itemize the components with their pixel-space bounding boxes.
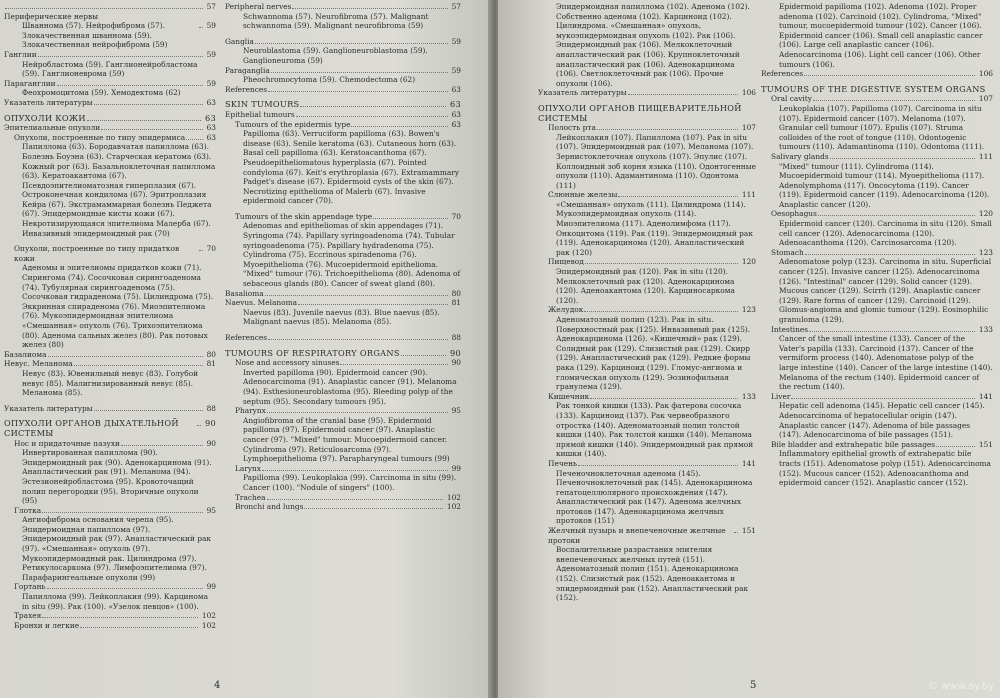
toc-entry-text: Naevus. Melanoma [225,298,298,308]
toc-page-number: 70 [206,244,216,254]
toc-entry [538,305,756,315]
right-page-number: 5 [750,680,757,691]
toc-entry [225,66,461,76]
toc-entry-text: Tumours of the skin appendage type [235,211,373,221]
toc-entry [4,404,216,414]
toc-entry-text: Inverted papilloma (90). Epidermoid cancer (90). Adenocarcinoma (91). Anaplastic cancer (91). Melanoma (94). Esthesioneuroblastoma (95). Bleeding polyp of the septum (95). Secondary tumours (95). [243,367,457,406]
toc-section-heading [225,100,461,110]
toc-page-number: 63 [451,119,461,129]
toc-entry-text: Слюнные железы [548,190,618,200]
dot-leader [268,339,448,340]
toc-entry-text: Базалиома [4,349,47,359]
toc-entry-detail [225,221,461,288]
toc-entry-detail [761,162,993,210]
toc-entry-text: "Mixed" tumour (111). Cylindroma (114). Mucoepidermoid tumour (114). Myoepithelioma (117). Adenolymphoma (117). Oncocytoma (119). Cancer (119). Epidermoid cancer (119). Adenocarcinoma (120). Anaplastic cancer (120). [779,161,990,209]
dot-leader [300,106,446,107]
toc-entry-text: Феохромоцитома (59). Хемодектома (62) [22,88,181,98]
toc-entry-text: Инвертированная папиллома (90). Эпидермоидный рак (90). Аденокарцинома (91). Анапластический рак (91). Меланома (94). Эстезионейробластома (95). Кровоточащий полип перегородки (95). Вторичные опухоли (95) [22,448,212,506]
toc-entry [4,244,216,263]
toc-entry-text: References [225,333,268,342]
toc-entry [4,621,216,631]
toc-entry [538,88,756,98]
toc-entry-text: «Смешанная» опухоль (111). Цилиндрома (114). Мукоэпидермоидная опухоль (114). Миоэпителиома (117). Аденолимфома (117). Онкоцитома (119). Рак (119). Эпидермоидный рак (119). Аденокарцинома (120). Анапластический рак (120) [556,199,753,257]
toc-page-number: 107 [741,123,756,133]
dot-leader [818,215,975,216]
toc-entry-detail [761,449,993,487]
toc-entry-text: Глотка [14,505,42,515]
toc-entry-detail [4,369,216,398]
toc-entry-detail [538,2,756,88]
dot-leader [57,85,203,86]
toc-entry-detail [225,129,461,206]
toc-entry-text: TUMOURS OF THE DIGESTIVE SYSTEM ORGANS [761,83,986,94]
toc-entry-detail [225,416,461,464]
toc-column-english-left [225,2,461,512]
toc-entry-text: Stomach [771,247,804,257]
toc-page-number: 59 [451,65,461,75]
toc-entry [225,85,461,95]
dot-leader [401,355,446,356]
dot-leader [373,218,447,219]
toc-page-number: 95 [206,505,216,515]
toc-entry-text: Papilloma (63). Verruciform papilloma (63). Bowen's disease (63). Senile keratoma (63). Cutaneous horn (63). Basal cell papilloma (63). Keratoacanthoma (67). Pseudoepitheliomatous hyperplasia (67). Pointed condyloma (67). Keit's erythroplasia (67). Extramammary Padget's disease (67). Epidermoid cysts of the skin (67). Necrotizing epithelioma of Malerb (67). Invasive epidermoid cancer (70). [243,129,459,206]
dot-leader [265,295,448,296]
toc-entry-text: Трахея [14,611,42,621]
dot-leader [197,425,201,426]
toc-entry [225,406,461,416]
toc-entry-detail [761,219,993,248]
toc-entry [225,37,461,47]
dot-leader [597,129,738,130]
toc-page-number: 133 [978,324,993,334]
toc-page-number: 133 [741,391,756,401]
toc-entry [538,123,756,133]
toc-entry-text: Epidermoid papilloma (102). Adenoma (102). Proper adenoma (102). Carcinoid (102). Cylindroma, "Mixed" tumour, mucoepidermoid tumour (102). Cancer (106). Epidermoid cancer (106). Small cell anaplastic cancer (106). Large cell anaplastic cancer (106). Adenocarcinoma (106). Light cell cancer (106). Other tumours (106). [779,2,983,69]
toc-entry-detail [4,142,216,238]
toc-entry [4,79,216,89]
toc-entry [538,526,756,545]
toc-entry [4,2,216,12]
toc-page-number: 120 [741,257,756,267]
dot-leader [351,126,447,127]
toc-entry-text: ОПУХОЛИ ОРГАНОВ ДЫХАТЕЛЬНОЙ СИСТЕМЫ [4,418,179,438]
toc-entry-text: Опухоли, построенные по типу эпидермиса [14,132,186,142]
toc-entry-detail [538,545,756,603]
dot-leader [628,94,738,95]
toc-entry [225,289,461,299]
toc-entry-text: SKIN TUMOURS [225,99,300,110]
toc-entry-text: Рак тонкой кишки (133). Рак фатерова сосочка (133). Карциноид (137). Рак червеобразного отростка (140). Аденоматозный полип толстой кишки (140). Рак толстой кишки (140). Меланома прямой кишки (140). Эпидермоидный рак прямой кишки (140). [556,401,754,459]
toc-entry-text: Papilloma (99). Leukoplakia (99). Carcinoma in situ (99). Cancer (100). "Nodule of singers" (100). [243,473,457,492]
right-page [498,0,1000,698]
toc-entry-detail [225,75,461,85]
dot-leader [80,627,198,628]
toc-entry-text: Лейкоплакия (107). Папиллома (107). Рак in situ (107). Эпидермоидный рак (107). Меланома (107). Зернистоклеточная опухоль (107). Эпулис (107). Коллоидный зоб корня языка (110). Одонтогенные опухоли (110). Адамантинома (110). Одонтома (111) [556,132,756,190]
toc-entry [225,358,461,368]
toc-section-heading [4,419,216,438]
toc-entry-text: Шваннома (57). Нейрофиброма (57). Злокачественная шваннома (59). Злокачественная нейрофиброма (59) [22,21,168,50]
toc-entry-text: Adenomatose polyp (123). Carcinoma in situ. Superficial cancer (125). Invasive cancer (125). Adenocarcinoma (126). "Intestinal" cancer (129). Solid cancer (129). Mucous cancer (129). Scirrh (129). Anaplastic cancer (129). Rare forms of cancer (129). Carcinoid (129). Glomus-angioma and glomic tumour (129). Eosinophilic granuloma (129). [779,257,992,324]
toc-section-heading [225,349,461,359]
dot-leader [94,104,203,105]
toc-entry-text: Liver [771,391,791,401]
toc-entry [538,257,756,267]
dot-leader [813,100,975,101]
toc-entry-text: Naevus (83). Juvenile naevus (83). Blue naevus (85). Malignant naevus (85). Melanoma (85). [243,307,440,327]
toc-entry [225,298,461,308]
toc-page-number: 59 [206,78,216,88]
toc-page-number: 102 [446,492,461,502]
toc-entry-detail [538,315,756,392]
toc-entry-text: Печеночноклеточная аденома (145). Печеночноклеточный рак (145). Аденокарцинома гепатоцеллюлярного происхождения (147). Анапластический рак (147). Аденома желчных протоков (147). Аденокарцинома желчных протоков (151) [556,468,753,526]
dot-leader [296,116,448,117]
toc-page-number: 59 [206,21,216,31]
toc-entry-detail [538,133,756,191]
dot-leader [936,446,975,447]
toc-entry-text: Bile bladder and extrahepatic bile passages [771,439,936,449]
toc-entry-detail [538,200,756,258]
toc-entry-text: Эпителиальные опухоли [4,123,101,133]
toc-entry-text: Hepatic cell adenoma (145). Hepatic cell cancer (145). Adenocarcinoma of hepatocellular origin (147). Anaplastic cancer (147). Adenoma of bile passages (147). Adenocarcinoma of bile passages (151). [779,401,985,440]
toc-entry-text: Папиллома (99). Лейкоплакия (99). Карцинома in situ (99). Рак (100). «Узелок певцов» (100). [22,592,208,611]
toc-entry-detail [225,473,461,492]
dot-leader [271,72,448,73]
toc-entry-text: Нейробластома (59). Ганглионейробластома (59). Ганглионеврома (59) [22,59,198,79]
toc-entry [4,439,216,449]
toc-entry-text: Pharynx [235,406,266,416]
toc-page-number: 102 [201,620,216,630]
toc-entry-text: Невус. Меланома [4,359,73,369]
toc-entry-detail [538,469,756,527]
toc-entry-text: Ангиофиброма основания черепа (95). Эпидермоидная папиллома (97). Эпидермоидный рак (97). Анапластический рак (97). «Смешанная» опухоль (97). Мукоэпидермоидный рак. Цилиндрома (97). Ретикулосаркома (97). Лимфоэпителиома (97). Парафарингеальные опухоли (99) [22,515,211,582]
toc-page-number: 123 [741,305,756,315]
toc-page-number: 63 [204,112,216,123]
toc-entry-text: Указатель литературы [4,403,93,413]
dot-leader [267,412,448,413]
toc-entry [4,611,216,621]
toc-entry [538,392,756,402]
toc-entry-text: Tumours of the epidermis type [235,119,351,129]
toc-entry [225,110,461,120]
toc-entry [4,50,216,60]
toc-entry-text: Salivary glands [771,151,829,161]
dot-leader [585,263,738,264]
dot-leader [255,43,448,44]
toc-page-number: 59 [206,49,216,59]
toc-entry-detail [4,60,216,79]
toc-entry [225,502,461,512]
toc-entry-text: Trachea [235,492,266,502]
toc-entry [225,493,461,503]
toc-entry-text: Epidermoid cancer (120). Carcinoma in situ (120). Small cell cancer (120). Adenocarcinoma (120). Adenoacanthoma (120). Carcinosarcoma (120). [779,219,992,248]
dot-leader [734,532,738,533]
toc-entry [225,2,461,12]
toc-entry-text: ОПУХОЛИ ОРГАНОВ ПИЩЕВАРИТЕЛЬНОЙ СИСТЕМЫ [538,102,742,123]
toc-entry-text: Пищевод [548,257,584,267]
toc-entry-detail [225,368,461,406]
toc-entry-text: Pheochromocytoma (59). Chemodectoma (62) [243,75,416,85]
toc-entry-text: Basalioma [225,288,264,298]
toc-entry-detail [761,257,993,324]
toc-page-number: 63 [449,99,461,110]
toc-entry [4,133,216,143]
toc-entry-text: Larynx [235,463,261,473]
toc-entry-text: ОПУХОЛИ КОЖИ [4,112,86,123]
left-page [0,0,492,698]
toc-page-number: 59 [451,36,461,46]
toc-column-russian-left [4,2,216,630]
dot-leader [804,75,975,76]
dot-leader [809,331,975,332]
toc-entry-text: References [225,84,268,94]
dot-leader [48,356,203,357]
dot-leader [101,129,202,130]
toc-entry-text: Leukoplakia (107). Papilloma (107). Carcinoma in situ (107). Epidermoid cancer (107). Melanoma (107). Granular cell tumour (107). Epulis (107). Struma colloides of the root of tongue (110). Odontogenic tumours (110). Adamantinoma (110). Odontoma (111). [779,103,985,152]
toc-entry [4,350,216,360]
dot-leader [94,410,203,411]
toc-page-number: 63 [451,84,461,94]
toc-entry-text: Указатель литературы [538,88,627,98]
toc-entry [761,209,993,219]
dot-leader [121,445,203,446]
dot-leader [87,120,201,121]
toc-entry-text: Папиллома (63). Бородавчатая папиллома (63). Болезнь Боуэна (63). Старческая кератома (63). Кожный рог (63). Базальноклеточная папиллома (63). Кератоакантома (67). Псевдоэпителиоматозная гиперплазия (67). Остроконечная кондилома (67). Эритроплазия Кейра (67). Экстрамаммарная болезнь Педжета (67). Эпидермоидные кисты кожи (67). Некротизирующаяся эпителиома Малерба (67). Инвазивный эпидермоидный рак (70) [22,142,216,238]
left-page-number: 4 [214,680,221,691]
toc-entry-text: Bronchi and lungs [235,502,304,512]
toc-page-number: 102 [446,502,461,512]
toc-entry-text: Paraganglia [225,65,270,75]
toc-page-number: 99 [206,582,216,592]
toc-entry-text: References [761,69,804,79]
dot-leader [268,91,448,92]
toc-section-heading [761,85,993,95]
toc-column-english-right [761,2,993,488]
toc-entry [761,248,993,258]
toc-entry-detail [761,334,993,392]
toc-entry-detail [4,263,216,349]
toc-entry [4,506,216,516]
toc-page-number: 63 [206,123,216,133]
dot-leader [805,254,975,255]
toc-entry-text: Inflammatory epithelial growth of extrahepatic bile tracts (151). Adenomatose polyp (151). Adenocarcinoma (152). Mucous cancer (152). Adenoacanthoma and epidermoid cancer (152). Anaplastic cancer (152). [779,449,991,488]
dot-leader [74,365,203,366]
toc-entry-detail [4,21,216,50]
dot-leader [262,470,448,471]
toc-page-number: 81 [206,359,216,369]
toc-page-number: 90 [451,358,461,368]
dot-leader [38,56,203,57]
dot-leader [298,304,448,305]
toc-entry-detail [538,401,756,459]
toc-page-number: 151 [978,439,993,449]
toc-entry-text: Гортань [14,582,46,592]
toc-page-number: 141 [741,458,756,468]
toc-entry-text: TUMOURS OF RESPIRATORY ORGANS [225,347,400,358]
toc-page-number: 141 [978,391,993,401]
toc-entry [4,123,216,133]
toc-entry-detail [761,2,993,69]
toc-entry [538,190,756,200]
toc-page-number: 80 [206,349,216,359]
toc-entry-text: Невус (83). Ювенильный невус (83). Голубой невус (85). Малигнизированный невус (85). Меланома (85). [22,368,199,398]
toc-entry [225,464,461,474]
toc-entry-text: Neuroblastoma (59). Ganglioneuroblastoma (59). Ganglioneuroma (59) [243,46,428,65]
toc-entry-text: Аденоматозный полип (123). Рак in situ. Поверхностный рак (125). Инвазивный рак (125). Аденокарцинома (126). «Кишечный» рак (129). Солидный рак (129). Слизистый рак (129). Скирр (129). Анапластический рак (129). Редкие формы рака (129). Карциноид (129). Гломус-ангиома и гломическая опухоль (129). Эозинофильная гранулема (129). [556,315,751,392]
dot-leader [578,465,738,466]
toc-entry [4,582,216,592]
dot-leader [42,617,198,618]
toc-page-number: 90 [204,418,216,429]
toc-entry [4,98,216,108]
dot-leader [199,27,203,28]
toc-entry-text: Кишечник [548,391,590,401]
toc-entry [4,12,216,22]
toc-page-number: 63 [206,132,216,142]
toc-entry-detail [4,592,216,611]
toc-page-number: 106 [741,88,756,98]
toc-entry-text: Нос и придаточные пазухи [14,438,120,448]
toc-entry-text: Эпидермоидная папиллома (102). Аденома (102). Собственно аденома (102). Карциноид (102). Цилиндрома. «Смешанная» опухоль, мукоэпидермоидная опухоль (102). Рак (106). Эпидермоидный рак (106). Мелкоклеточный анапластический рак (106). Крупноклеточный анапластический рак (106). Аденокарцинома (106). Светлоклеточный рак (106). Прочие опухоли (106). [556,2,750,88]
toc-entry [761,325,993,335]
toc-page-number: 102 [201,611,216,621]
toc-page-number: 106 [978,69,993,79]
toc-entry-text: Cancer of the small intestine (133). Cancer of the Vater's papilla (133). Carcinoid (137). Cancer of the vermiform process (140). Adenomatose polyp of the large intestine (140). Cancer of the large intestine (140). Melanoma of the rectum (140). Epidermoid cancer of the rectum (140). [779,334,993,392]
toc-entry-detail [761,401,993,439]
toc-entry-text: Peripheral nerves [225,2,292,11]
toc-entry-text: Воспалительные разрастания эпителия внепеченочных желчных путей (151). Аденоматозный полип (151). Аденокарцинома (152). Слизистый рак (152). Аденоакантома и эпидермоидный рак (152). Анапластический рак (152). [556,545,749,603]
toc-page-number: 107 [978,94,993,104]
toc-column-russian-right [538,2,756,603]
toc-entry-text: Указатель литературы [4,97,93,107]
dot-leader [304,508,442,509]
toc-page-number: 111 [741,190,756,200]
toc-entry-text: Периферические нервы [4,11,99,21]
toc-entry-detail [225,12,461,31]
toc-entry-text: Бронхи и легкие [14,620,80,630]
toc-entry-text: Ganglia [225,36,254,46]
dot-leader [5,8,203,9]
toc-entry-text: Ганглии [4,49,37,59]
toc-entry-detail [4,515,216,582]
toc-entry [225,120,461,130]
toc-entry-text: Полость рта [548,123,596,133]
toc-entry [538,459,756,469]
toc-page-number: 95 [451,406,461,416]
toc-section-heading [538,104,756,123]
toc-entry [761,94,993,104]
toc-entry-text: Angiofibroma of the cranial base (95). Epidermoid papilloma (97). Epidermoid cancer (97). Anaplastic cancer (97). "Mixed" tumour. Mucoepidermoid cancer. Cylindroma (97). Reticulosarcoma (97). Lymphoepithelioma (97). Parapharyngeal tumours (99) [243,415,450,464]
toc-page-number: 151 [741,526,756,536]
toc-entry-text: Эпидермоидный рак (120). Рак in situ (120). Мелкоклеточный рак (120). Аденокарцинома (120). Аденоакантома (120). Карциносаркома (120). [556,267,735,305]
toc-entry-text: Oral cavity [771,94,812,104]
toc-entry [761,392,993,402]
toc-entry-detail [761,104,993,152]
toc-page-number: 90 [449,347,461,358]
toc-page-number: 123 [978,247,993,257]
dot-leader [791,398,975,399]
toc-entry-text: Печень [548,458,578,468]
toc-entry-detail [225,308,461,327]
toc-entry-text: Intestines [771,324,809,334]
toc-page-number: 88 [206,403,216,413]
dot-leader [199,250,203,251]
dot-leader [42,512,202,513]
toc-entry-text: Schwannoma (57). Neurofibroma (57). Malignant schwannoma (59). Malignant neurofibroma (59) [243,11,429,31]
toc-page-number: 88 [451,333,461,342]
toc-page-number: 57 [451,2,461,11]
dot-leader [340,364,447,365]
watermark: © www.ay.by [927,681,994,692]
toc-entry-text: Epithelial tumours [225,109,295,119]
toc-page-number: 81 [451,298,461,308]
toc-section-heading [4,114,216,124]
toc-entry-text: Желчный пузырь и внепеченочные желчные протоки [548,526,726,545]
toc-entry [761,69,993,79]
toc-entry-text: Oesophagus [771,209,817,219]
toc-page-number: 111 [978,151,993,161]
dot-leader [590,398,738,399]
toc-page-number: 57 [206,2,216,11]
toc-entry [225,212,461,222]
toc-entry-text: Опухоли, построенные по типу придатков кожи [14,244,180,263]
dot-leader [186,139,202,140]
dot-leader [267,499,443,500]
toc-entry-text: Adenomas and epitheliomas of skin appendages (71). Syringoma (74). Papillary syringoadenoma (74). Tubular syringoadenoma (75). Papillary hydradenoma (75). Cylindroma (75). Eccrinous spiradenoma (76). Myoepithelioma (76). Mucoepidermoid epithelioma. "Mixed" tumour (76). Trichoepithelioma (80). Adenoma of sebaceous glands (80). Cancer of sweat gland (80). [243,221,461,289]
dot-leader [618,196,737,197]
toc-entry-detail [4,88,216,98]
toc-entry-detail [225,46,461,65]
toc-entry [4,359,216,369]
toc-entry [225,333,461,343]
toc-page-number: 90 [206,438,216,448]
toc-page-number: 63 [206,97,216,107]
toc-entry-text: Параганглии [4,78,56,88]
toc-page-number: 70 [451,211,461,221]
toc-page-number: 120 [978,209,993,219]
toc-page-number: 63 [451,109,461,119]
dot-leader [47,588,203,589]
toc-entry [761,440,993,450]
toc-entry-detail [4,448,216,506]
toc-entry-text: Nose and accessory sinuses [235,358,340,368]
toc-entry-text: Аденомы и эпителиомы придатков кожи (71). Сирингома (74). Сосочковая сирингоаденома (74). Тубулярная сирингоаденома (75). Сосочковая гидраденома (75). Цилиндрома (75). Эккринная спираденома (76). Миоэпителиома (76). Мукоэпидермоидная эпителиома «Смешанная» опухоль (76). Трихоэпителиома (80). Аденома сальных желез (80). Рак потовых желез (80) [22,263,214,350]
toc-entry-text: Желудок [548,305,584,315]
dot-leader [292,8,447,9]
toc-page-number: 80 [451,288,461,298]
toc-entry-detail [538,267,756,305]
dot-leader [584,311,738,312]
dot-leader [830,158,975,159]
toc-entry [761,152,993,162]
toc-page-number: 99 [451,463,461,473]
